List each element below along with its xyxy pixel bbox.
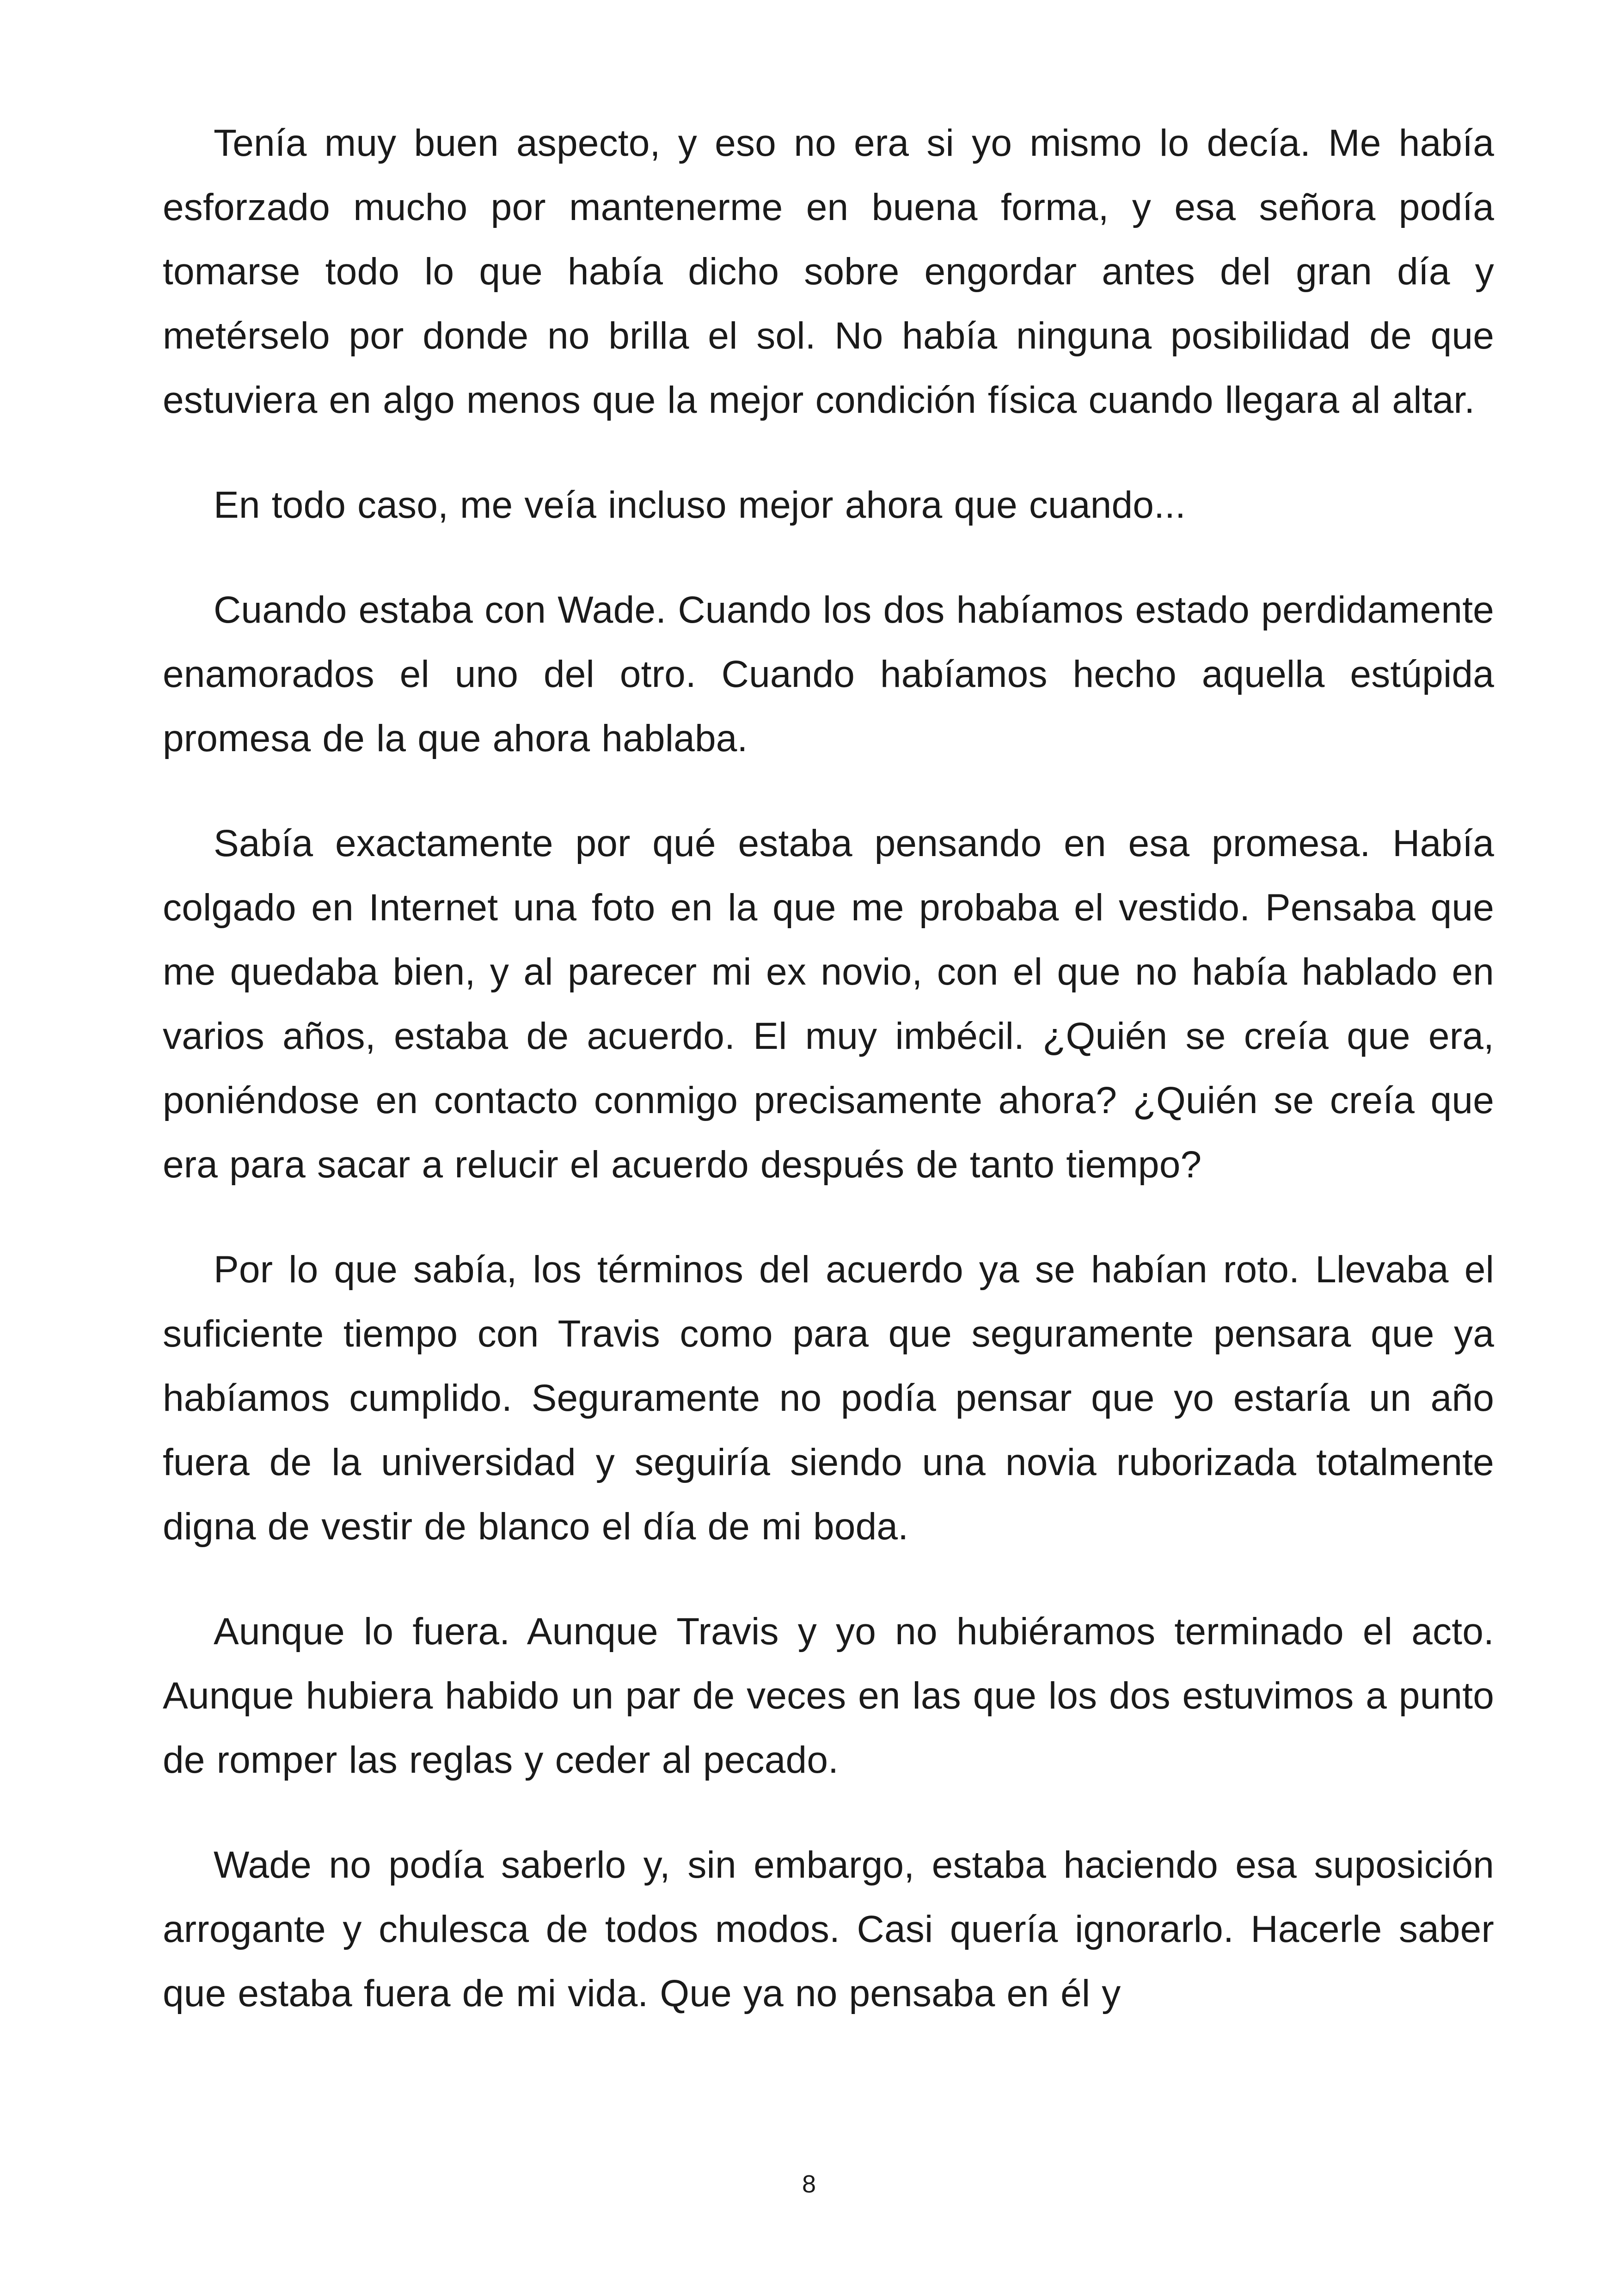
paragraph-5: Por lo que sabía, los términos del acuerdo ya se habían roto. Llevaba el suficiente tiempo con Travis como para que seguramente pensara que ya habíamos cumplido. Seguramente no podía pensar que yo estaría un año fuera de la universidad y seguiría siendo una novia ruborizada totalmente digna de vestir de blanco el día de mi boda. — [163, 1249, 1494, 1548]
paragraph-2: En todo caso, me veía incluso mejor ahora que cuando... — [214, 484, 1186, 526]
paragraph-6: Aunque lo fuera. Aunque Travis y yo no hubiéramos terminado el acto. Aunque hubiera habido un par de veces en las que los dos estuvimos a punto de romper las reglas y ceder al pecado. — [163, 1610, 1494, 1781]
paragraph-7: Wade no podía saberlo y, sin embargo, estaba haciendo esa suposición arrogante y chulesca de todos modos. Casi quería ignorarlo. Hacerle saber que estaba fuera de mi vida. Que ya no pensaba en él y — [163, 1844, 1494, 2014]
paragraph-4: Sabía exactamente por qué estaba pensando en esa promesa. Había colgado en Internet una foto en la que me probaba el vestido. Pensaba que me quedaba bien, y al parecer mi ex novio, con el que no había hablado en varios años, estaba de acuerdo. El muy imbécil. ¿Quién se creía que era, poniéndose en contacto conmigo precisamente ahora? ¿Quién se creía que era para sacar a relucir el acuerdo después de tanto tiempo? — [163, 822, 1494, 1186]
page-number: 8 — [802, 2170, 816, 2198]
paragraph-1: Tenía muy buen aspecto, y eso no era si yo mismo lo decía. Me había esforzado mucho por mantenerme en buena forma, y esa señora podía tomarse todo lo que había dicho sobre engordar antes del gran día y metérselo por donde no brilla el sol. No había ninguna posibilidad de que estuviera en algo menos que la mejor condición física cuando llegara al altar. — [163, 122, 1494, 421]
body-text — [163, 111, 1494, 2026]
paragraph-3: Cuando estaba con Wade. Cuando los dos habíamos estado perdidamente enamorados el uno del otro. Cuando habíamos hecho aquella estúpida promesa de la que ahora hablaba. — [163, 589, 1494, 759]
